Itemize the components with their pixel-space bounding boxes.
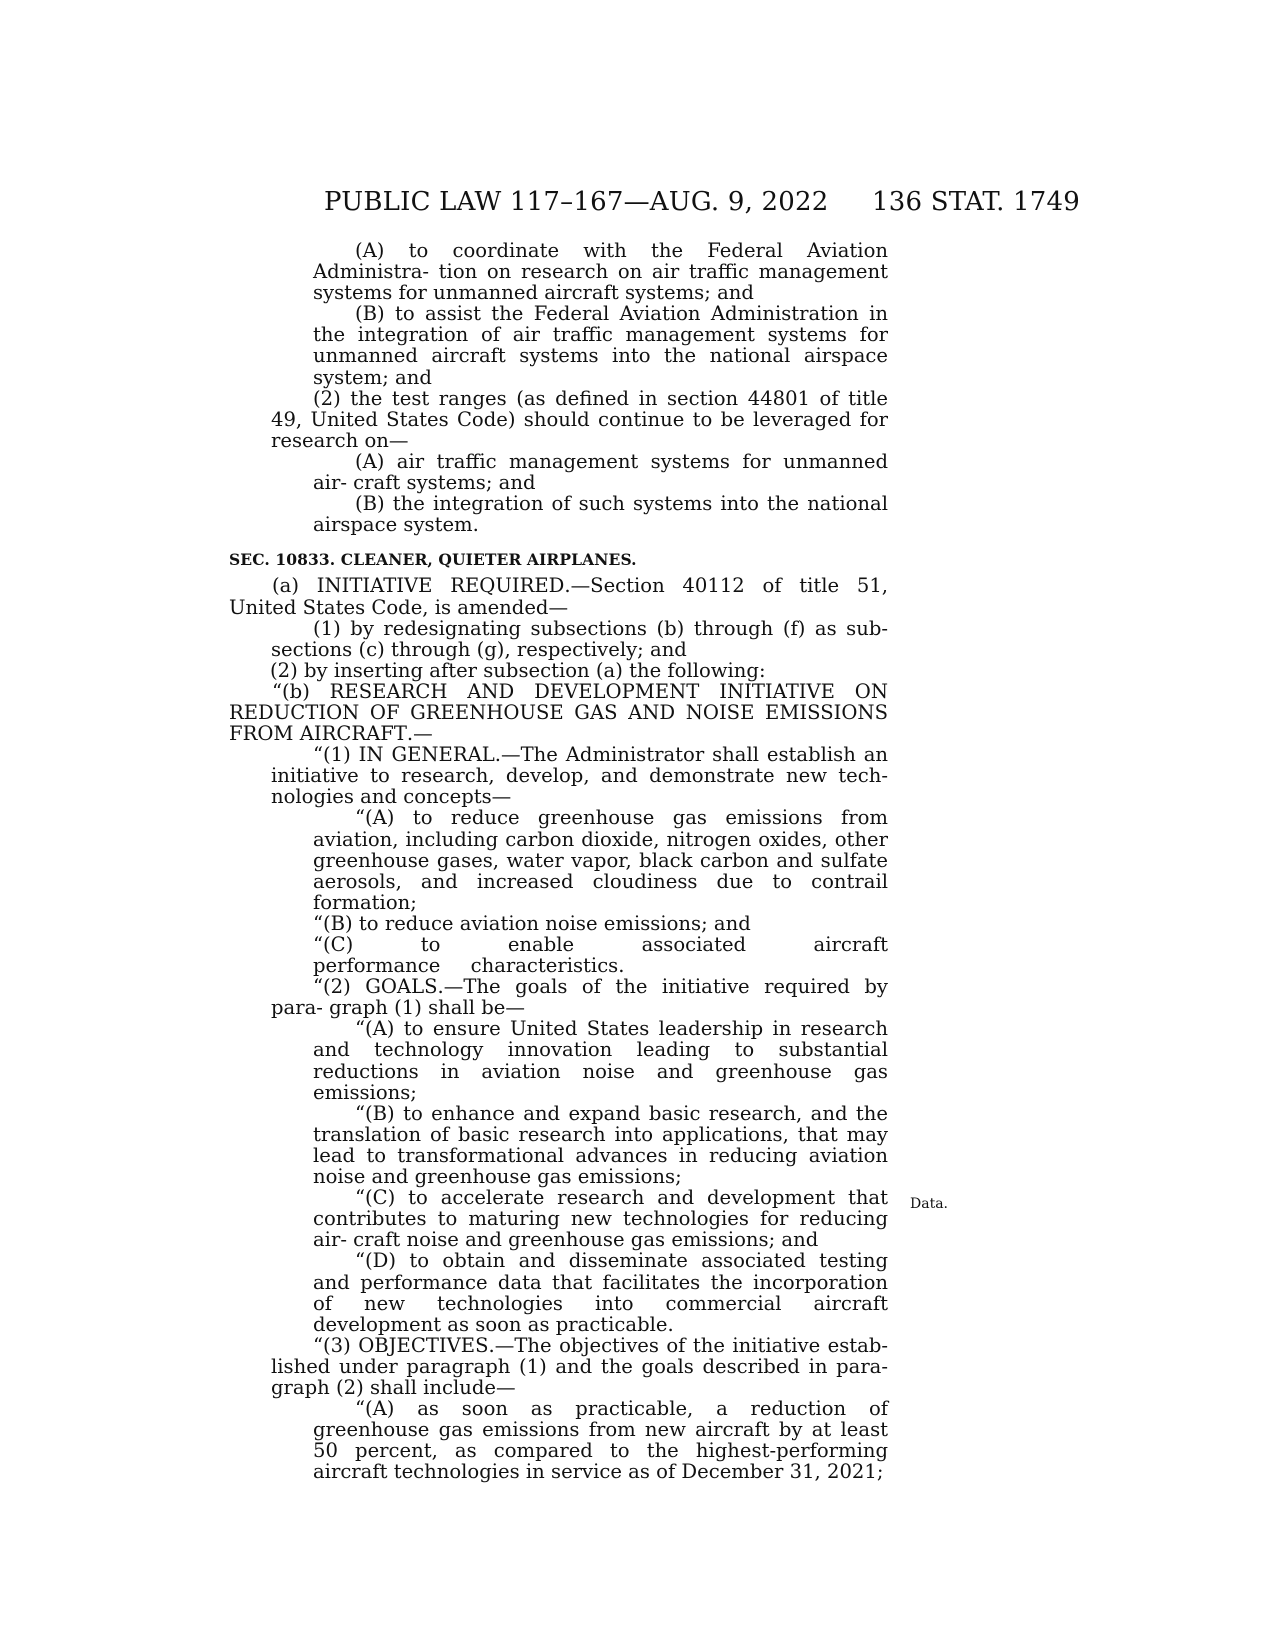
paragraph	[229, 575, 888, 617]
subsection-text: .—	[406, 722, 433, 746]
paragraph-text: .—The Administrator shall establish an initiative to research, develop, and demonstrate new tech- nologies and concepts—	[271, 743, 889, 809]
paragraph: (1) by redesignating subsections (b) through (f) as sub- sections (c) through (g), respectively; and	[271, 616, 888, 661]
paragraph: “(C) to enable associated aircraft performance characteristics.	[313, 933, 888, 978]
paragraph	[229, 744, 888, 807]
paragraph: “(C) to accelerate research and development that contributes to maturing new technologies for reducing air- craft noise and greenhouse gas emissions; and	[313, 1186, 888, 1252]
paragraph: (2) by inserting after subsection (a) the following:	[270, 658, 766, 682]
paragraph-text: .—The goals of the initiative required by para- graph (1) shall be—	[271, 975, 889, 1020]
paragraph: (B) to assist the Federal Aviation Administration in the integration of air traffic management systems for unmanned aircraft systems into the national airspace system; and	[313, 302, 888, 389]
subsection-label: (a)	[272, 574, 317, 598]
paragraph-heading: IN GENERAL	[358, 743, 495, 767]
paragraph: “(B) to reduce aviation noise emissions; and	[313, 911, 751, 935]
page-number: 136 STAT. 1749	[872, 187, 1080, 217]
paragraph	[229, 976, 888, 1018]
paragraph-label: “(3)	[313, 1333, 359, 1357]
paragraph-label: “(2)	[313, 975, 366, 999]
paragraph: (2) the test ranges (as defined in section 44801 of title 49, United States Code) should continue to be leveraged for research on—	[271, 386, 888, 452]
running-header-title: PUBLIC LAW 117–167—AUG. 9, 2022	[324, 187, 829, 217]
margin-note: Data.	[910, 1196, 948, 1212]
paragraph: “(A) as soon as practicable, a reduction of greenhouse gas emissions from new aircraft by at least 50 percent, as compared to the highest-performing aircraft technologies in service as of December 31, 2021;	[313, 1397, 888, 1484]
paragraph-heading: GOALS	[365, 975, 438, 999]
paragraph	[229, 1335, 888, 1398]
subsection-label: “(b)	[272, 679, 330, 703]
paragraph-text: .—The objectives of the initiative estab- lished under paragraph (1) and the goals described in para- graph (2) shall include—	[271, 1333, 888, 1399]
paragraph: (B) the integration of such systems into the national airspace system.	[313, 492, 888, 537]
document-body	[229, 240, 888, 1482]
paragraph: (A) air traffic management systems for unmanned air- craft systems; and	[313, 449, 888, 495]
paragraph: “(B) to enhance and expand basic research, and the translation of basic research into applications, that may lead to transformational advances in reducing aviation noise and greenhouse gas emissions;	[313, 1101, 888, 1189]
subsection-heading: RESEARCH AND DEVELOPMENT INITIATIVE ON REDUCTION OF GREENHOUSE GAS AND NOISE EMISSIONS FROM AIRCRAFT	[229, 679, 888, 746]
paragraph	[229, 681, 888, 744]
paragraph-heading: OBJECTIVES	[358, 1333, 489, 1357]
paragraph: “(A) to ensure United States leadership in research and technology innovation leading to substantial reductions in aviation noise and greenhouse gas emissions;	[313, 1017, 888, 1104]
subsection-text: .—Section 40112 of title 51, United States Code, is amended—	[229, 574, 889, 619]
paragraph-label: “(1)	[313, 743, 359, 767]
section-heading: SEC. 10833. CLEANER, QUIETER AIRPLANES.	[229, 550, 637, 570]
paragraph: (A) to coordinate with the Federal Aviation Administra- tion on research on air traffic management systems for unmanned aircraft systems; and	[313, 239, 888, 305]
paragraph: “(A) to reduce greenhouse gas emissions from aviation, including carbon dioxide, nitrogen oxides, other greenhouse gases, water vapor, black carbon and sulfate aerosols, and increased cloudiness due to contrail formation;	[313, 806, 888, 914]
subsection-heading: INITIATIVE REQUIRED	[316, 574, 565, 598]
paragraph: “(D) to obtain and disseminate associated testing and performance data that facilitates the incorporation of new technologies into commercial aircraft development as soon as practicable.	[313, 1249, 888, 1336]
